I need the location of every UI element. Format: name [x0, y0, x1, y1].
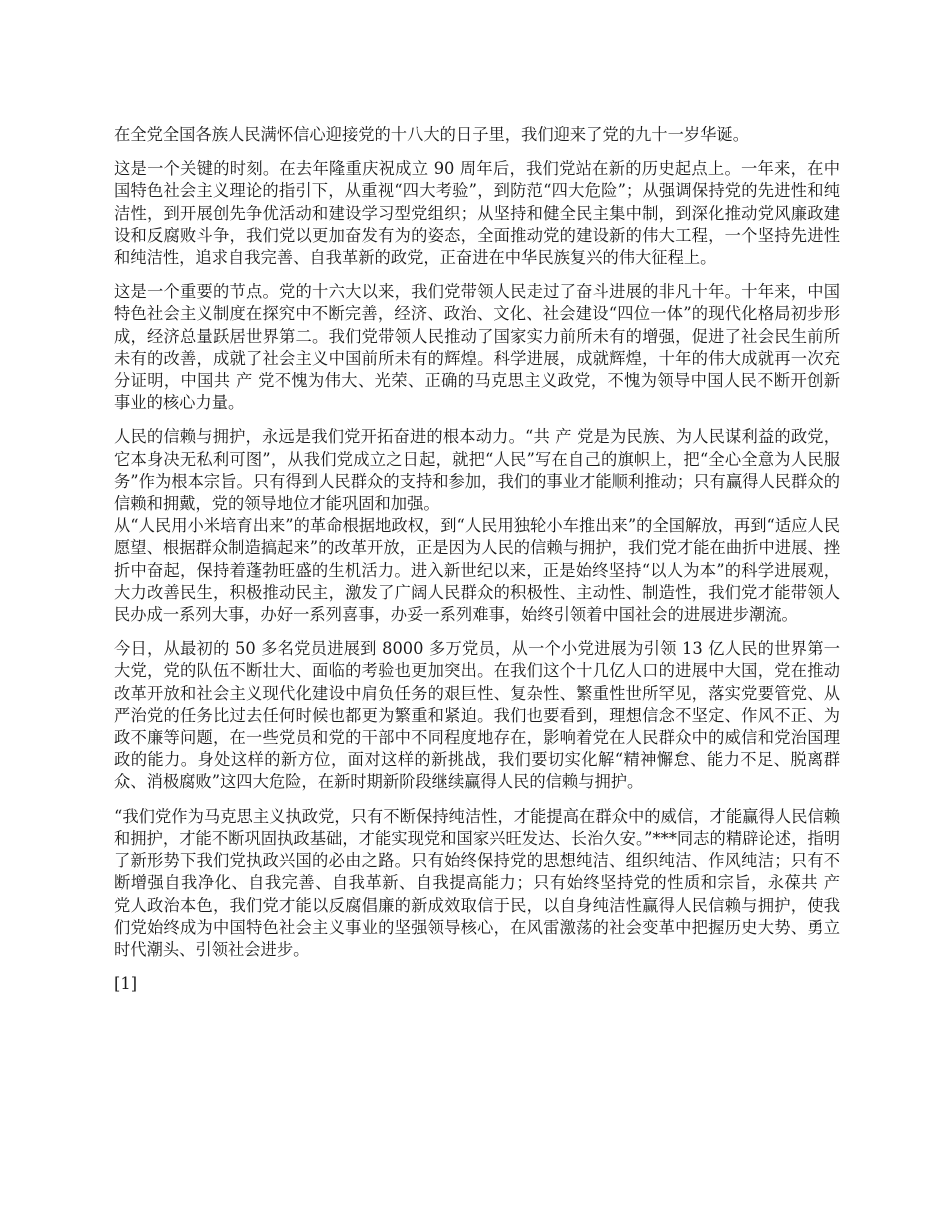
- paragraph-quote: “我们党作为马克思主义执政党，只有不断保持纯洁性，才能提高在群众中的威信，才能赢得人民信赖和拥护，才能不断巩固执政基础，才能实现党和国家兴旺发达、长治久安。”***同志的精辟论述，指明了新形势下我们党执政兴国的必由之路。只有始终保持党的思想纯洁、组织纯洁、作风纯洁；只有不断增强自我净化、自我完善、自我革新、自我提高能力；只有始终坚持党的性质和宗旨，永葆共 产 党人政治本色，我们党才能以反腐倡廉的新成效取信于民，以自身纯洁性赢得人民信赖与拥护，使我们党始终成为中国特色社会主义事业的坚强领导核心，在风雷激荡的社会变革中把握历史大势、勇立时代潮头、引领社会进步。: [114, 806, 840, 959]
- paragraph-intro: 在全党全国各族人民满怀信心迎接党的十八大的日子里，我们迎来了党的九十一岁华诞。: [114, 125, 749, 144]
- paragraph-people-trust: 人民的信赖与拥护，永远是我们党开拓奋进的根本动力。“共 产 党是为民族、为人民谋利益的政党，它本身决无私利可图”，从我们党成立之日起，就把“人民”写在自己的旗帜上，把“全心全意为人民服务”作为根本宗旨。只有得到人民群众的支持和参加，我们的事业才能顺利推动；只有赢得人民群众的信赖和拥戴，党的领导地位才能巩固和加强。: [114, 427, 840, 514]
- paragraph-today: 今日，从最初的 50 多名党员进展到 8000 多万党员，从一个小党进展为引领 13 亿人民的世界第一大党，党的队伍不断壮大、面临的考验也更加突出。在我们这个十几亿人口的进展中大国，党在推动改革开放和社会主义现代化建设中肩负任务的艰巨性、复杂性、繁重性世所罕见，落实党要管党、从严治党的任务比过去任何时候也都更为繁重和紧迫。我们也要看到，理想信念不坚定、作风不正、为政不廉等问题，在一些党员和党的干部中不同程度地存在，影响着党在人民群众中的威信和党治国理政的能力。身处这样的新方位，面对这样的新挑战，我们要切实化解“精神懈怠、能力不足、脱离群众、消极腐败”这四大危险，在新时期新阶段继续赢得人民的信赖与拥护。: [114, 639, 840, 792]
- paragraph-history: 从“人民用小米培育出来”的革命根据地政权，到“人民用独轮小车推出来”的全国解放，再到“适应人民愿望、根据群众制造搞起来”的改革开放，正是因为人民的信赖与拥护，我们党才能在曲折中进展、挫折中奋起，保持着蓬勃旺盛的生机活力。进入新世纪以来，正是始终坚持“以人为本”的科学进展观，大力改善民生，积极推动民主，激发了广阔人民群众的积极性、主动性、制造性，我们党才能带领人民办成一系列大事，办好一系列喜事，办妥一系列难事，始终引领着中国社会的进展进步潮流。: [114, 516, 840, 625]
- footnote-marker: [1]: [114, 974, 138, 994]
- paragraph-important-node: 这是一个重要的节点。党的十六大以来，我们党带领人民走过了奋斗进展的非凡十年。十年来，中国特色社会主义制度在探究中不断完善，经济、政治、文化、社会建设“四位一体”的现代化格局初步形成，经济总量跃居世界第二。我们党带领人民推动了国家实力前所未有的增强，促进了社会民生前所未有的改善，成就了社会主义中国前所未有的辉煌。科学进展，成就辉煌，十年的伟大成就再一次充分证明，中国共 产 党不愧为伟大、光荣、正确的马克思主义政党，不愧为领导中国人民不断开创新事业的核心力量。: [114, 282, 840, 413]
- document-body: [114, 124, 840, 1007]
- paragraph-critical-moment: 这是一个关键的时刻。在去年隆重庆祝成立 90 周年后，我们党站在新的历史起点上。一年来，在中国特色社会主义理论的指引下，从重视“四大考验”，到防范“四大危险”；从强调保持党的先进性和纯洁性，到开展创先争优活动和建设学习型党组织；从坚持和健全民主集中制，到深化推动党风廉政建设和反腐败斗争，我们党以更加奋发有为的姿态，全面推动党的建设新的伟大工程，一个坚持先进性和纯洁性，追求自我完善、自我革新的政党，正奋进在中华民族复兴的伟大征程上。: [114, 159, 840, 268]
